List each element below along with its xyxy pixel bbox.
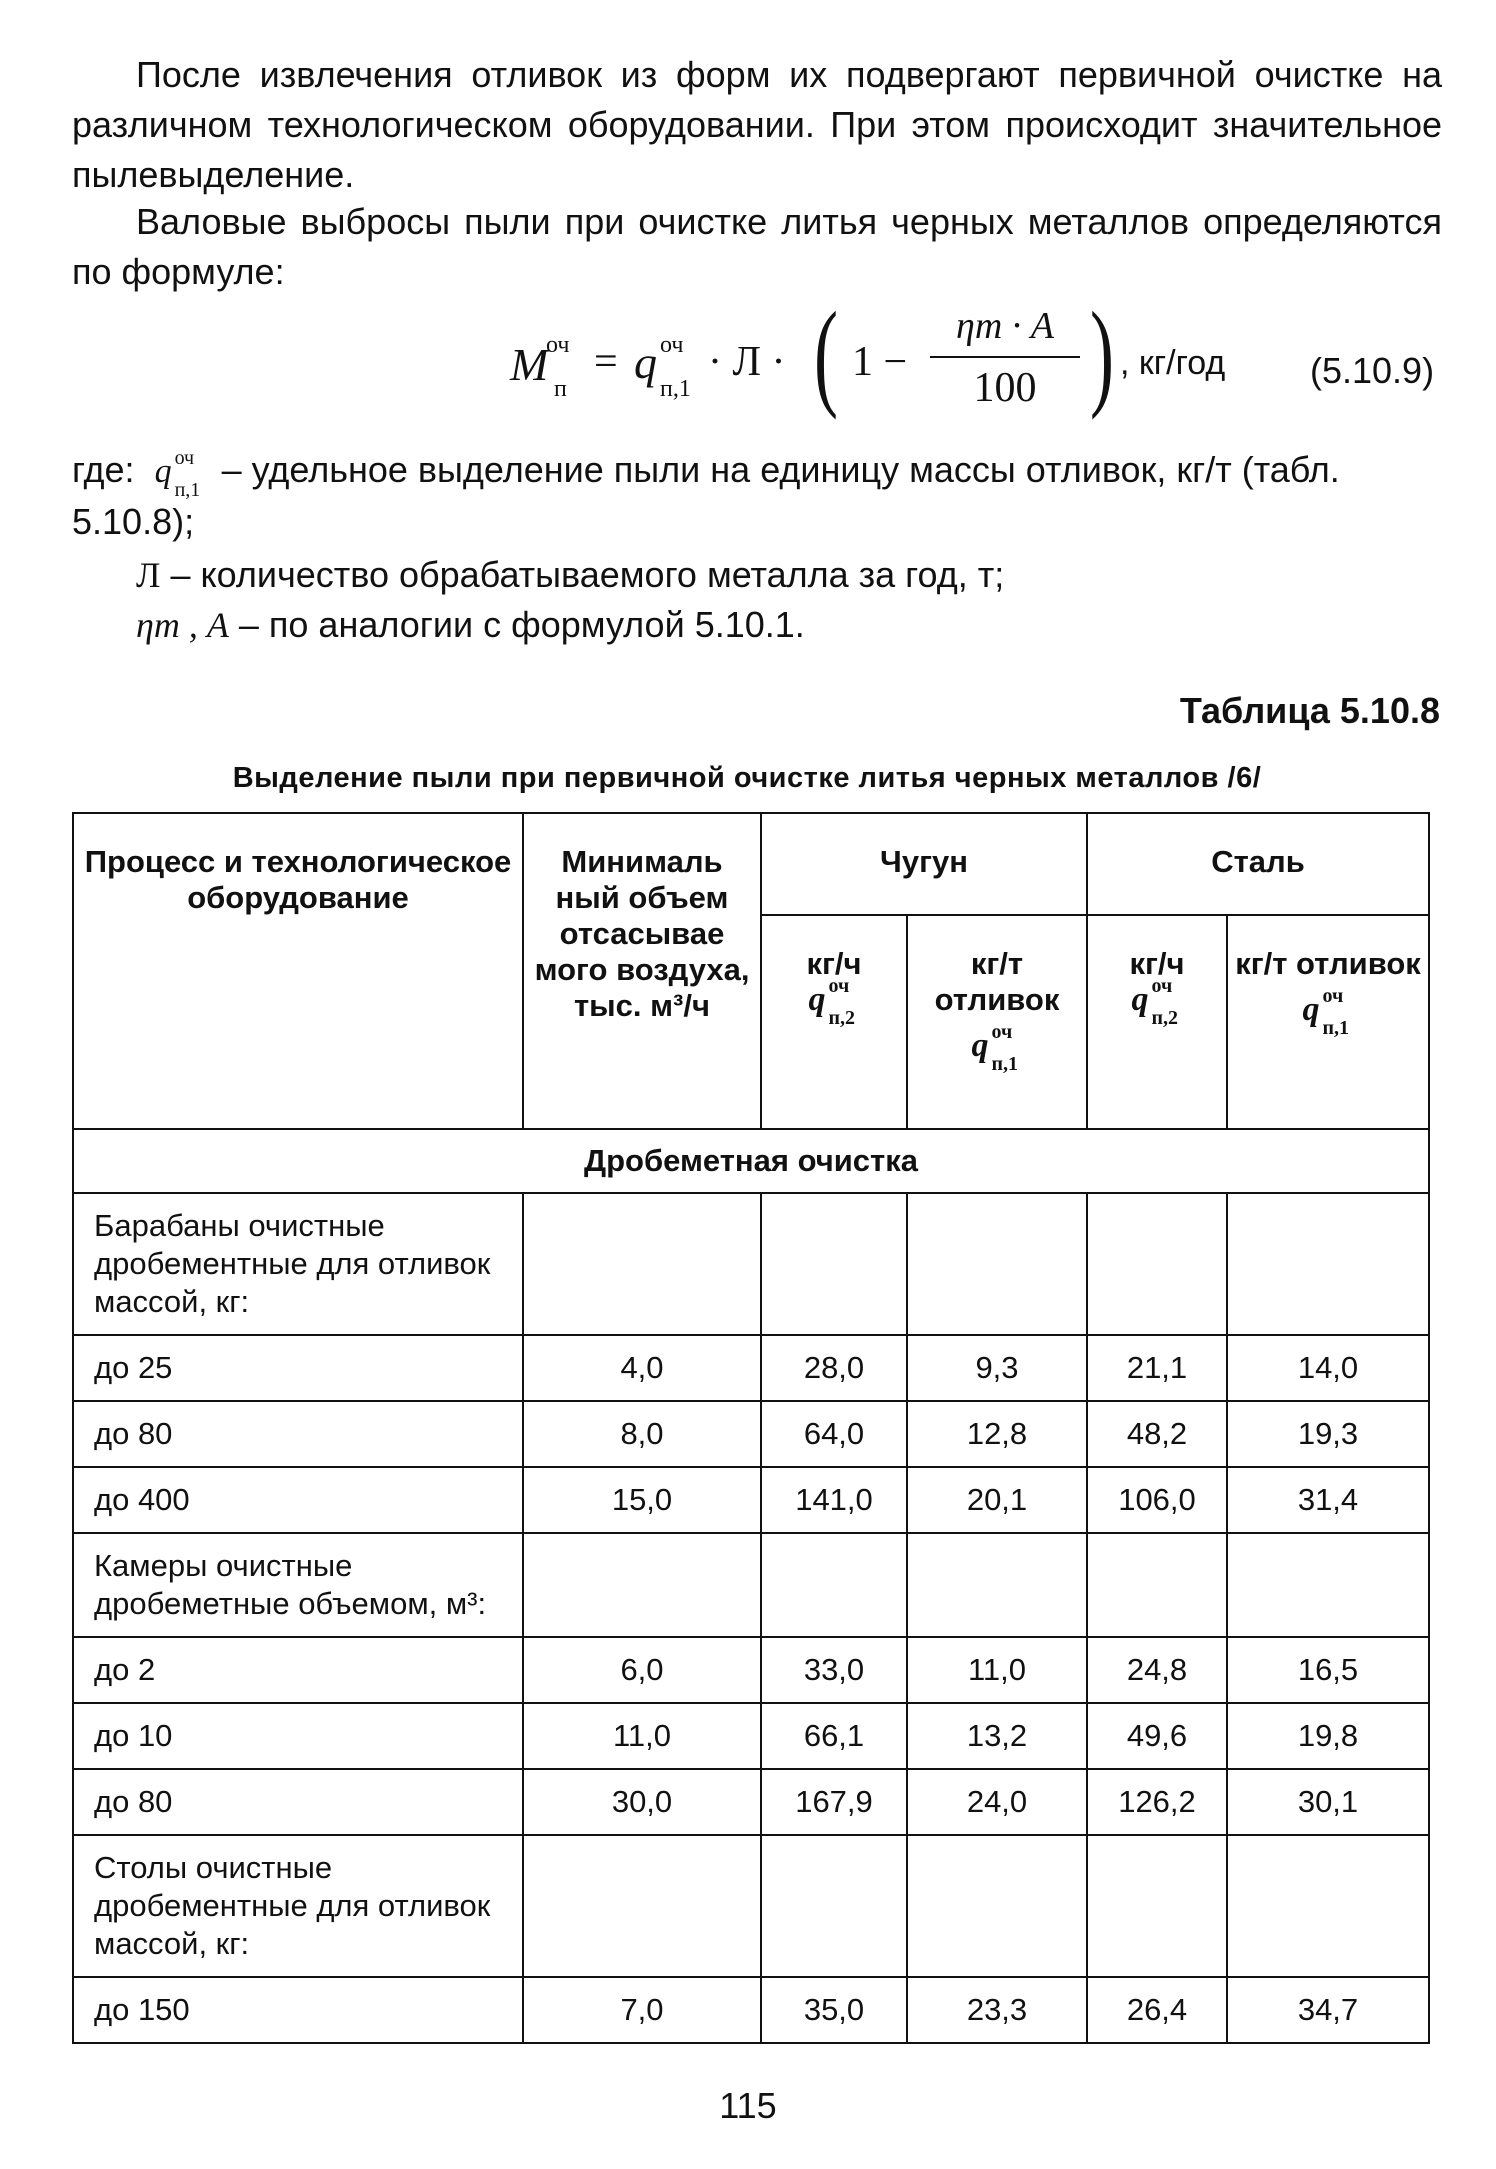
row-value: 9,3 <box>907 1335 1087 1401</box>
row-label: Столы очистные дробементные для отливок массой, кг: <box>73 1835 523 1977</box>
formula-equals: = <box>594 339 618 385</box>
header-iron-q2-letter: q <box>808 981 826 1018</box>
table-body <box>73 1193 1429 2043</box>
header-iron-q2 <box>808 975 860 1029</box>
header-iron-q2-sup: оч <box>828 975 850 997</box>
definition-q-letter: q <box>154 453 172 490</box>
header-process: Процесс и технологическое оборудование <box>73 813 523 1129</box>
row-value <box>907 1533 1087 1637</box>
table-row <box>73 1977 1429 2043</box>
row-value: 34,7 <box>1227 1977 1429 2043</box>
row-value: 31,4 <box>1227 1467 1429 1533</box>
row-value: 48,2 <box>1087 1401 1227 1467</box>
row-value: 8,0 <box>523 1401 761 1467</box>
formula-left-paren: ( <box>813 287 838 420</box>
row-value <box>761 1835 907 1977</box>
row-value: 21,1 <box>1087 1335 1227 1401</box>
row-value <box>907 1193 1087 1335</box>
definition-eta-symbol: ηт , A <box>136 605 229 645</box>
row-value: 30,1 <box>1227 1769 1429 1835</box>
formula-m-superscript: оч <box>546 332 570 358</box>
header-steel: Сталь <box>1087 813 1429 915</box>
page-number: 115 <box>719 2085 777 2126</box>
header-iron-kg-h-label: кг/ч <box>806 946 862 981</box>
row-value: 19,3 <box>1227 1401 1429 1467</box>
header-iron-kg-h <box>761 915 907 1129</box>
row-value: 66,1 <box>761 1703 907 1769</box>
row-value: 14,0 <box>1227 1335 1429 1401</box>
row-label: до 150 <box>73 1977 523 2043</box>
paragraph-intro: После извлечения отливок из форм их подвергают первичной очистке на различном технологическом оборудовании. При этом происходит значительное пылевыделение. <box>72 54 1442 195</box>
row-value: 15,0 <box>523 1467 761 1533</box>
row-value: 26,4 <box>1087 1977 1227 2043</box>
table-row <box>73 1835 1429 1977</box>
row-value <box>523 1193 761 1335</box>
row-value: 12,8 <box>907 1401 1087 1467</box>
row-value: 20,1 <box>907 1467 1087 1533</box>
header-steel-q1-sub: п,1 <box>1322 1017 1350 1039</box>
row-value <box>1087 1835 1227 1977</box>
row-label: до 400 <box>73 1467 523 1533</box>
row-value <box>761 1193 907 1335</box>
table-row <box>73 1401 1429 1467</box>
row-value: 167,9 <box>761 1769 907 1835</box>
formula-number: (5.10.9) <box>1310 350 1435 391</box>
header-steel-kg-t <box>1227 915 1429 1129</box>
table-row <box>73 1335 1429 1401</box>
row-label: до 2 <box>73 1637 523 1703</box>
header-iron-q1 <box>971 1021 1023 1075</box>
header-steel-q1 <box>1302 985 1354 1039</box>
formula-fraction-bar <box>930 356 1080 358</box>
row-value: 7,0 <box>523 1977 761 2043</box>
row-value: 64,0 <box>761 1401 907 1467</box>
row-label: Барабаны очистные дробементные для отливок массой, кг: <box>73 1193 523 1335</box>
formula-denominator: 100 <box>973 365 1037 411</box>
row-label: до 80 <box>73 1769 523 1835</box>
row-value: 28,0 <box>761 1335 907 1401</box>
row-value: 11,0 <box>907 1637 1087 1703</box>
row-value: 106,0 <box>1087 1467 1227 1533</box>
definition-q-subscript: п,1 <box>174 479 201 501</box>
row-value <box>1227 1533 1429 1637</box>
header-iron-kg-t <box>907 915 1087 1129</box>
row-value <box>1087 1193 1227 1335</box>
header-steel-q2 <box>1131 975 1183 1029</box>
table-row <box>73 1637 1429 1703</box>
where-label: где: <box>72 449 135 490</box>
row-value: 16,5 <box>1227 1637 1429 1703</box>
table-row <box>73 1769 1429 1835</box>
row-value <box>523 1835 761 1977</box>
table-row <box>73 1533 1429 1637</box>
header-iron-kg-t-label: кг/т отливок <box>934 946 1060 1017</box>
row-label: до 10 <box>73 1703 523 1769</box>
formula-q-superscript: оч <box>660 332 684 358</box>
row-value: 49,6 <box>1087 1703 1227 1769</box>
table-row <box>73 1467 1429 1533</box>
row-value: 126,2 <box>1087 1769 1227 1835</box>
definition-l-text: – количество обрабатываемого металла за год, т; <box>170 554 1005 595</box>
row-value: 24,8 <box>1087 1637 1227 1703</box>
definition-q-symbol <box>154 447 212 501</box>
header-iron-q1-letter: q <box>971 1027 989 1064</box>
definition-eta <box>136 600 805 650</box>
formula-unit: , кг/год <box>1120 344 1226 382</box>
row-value: 11,0 <box>523 1703 761 1769</box>
definition-l <box>136 550 1004 600</box>
table-number: Таблица 5.10.8 <box>1179 690 1440 731</box>
row-value <box>907 1835 1087 1977</box>
header-min-volume: Минималь ный объем отсасывае мого воздуха, тыс. м³/ч <box>523 813 761 1129</box>
table-row <box>73 1193 1429 1335</box>
table-row <box>73 1703 1429 1769</box>
row-value: 33,0 <box>761 1637 907 1703</box>
definition-eta-text: – по аналогии с формулой 5.10.1. <box>238 604 805 645</box>
row-value <box>523 1533 761 1637</box>
row-label: до 25 <box>73 1335 523 1401</box>
formula-q-subscript: п,1 <box>660 376 691 402</box>
row-value <box>1227 1193 1429 1335</box>
row-value: 35,0 <box>761 1977 907 2043</box>
header-iron-q2-sub: п,2 <box>828 1007 856 1029</box>
row-value: 6,0 <box>523 1637 761 1703</box>
table-caption: Выделение пыли при первичной очистке литья черных металлов /6/ <box>232 762 1262 794</box>
formula-right-paren: ) <box>1089 287 1114 420</box>
formula-5-10-9 <box>510 287 1270 438</box>
definition-q <box>72 445 1452 547</box>
header-steel-q2-sup: оч <box>1151 975 1173 997</box>
header-steel-kg-t-label: кг/т отливок <box>1235 946 1421 981</box>
header-steel-kg-h <box>1087 915 1227 1129</box>
definition-q-text: – удельное выделение пыли на единицу массы отливок, кг/т (табл. 5.10.8); <box>72 449 1340 542</box>
row-value: 23,3 <box>907 1977 1087 2043</box>
formula-one-minus: 1 − <box>852 339 908 385</box>
row-value: 19,8 <box>1227 1703 1429 1769</box>
row-label: Камеры очистные дробеметные объемом, м³: <box>73 1533 523 1637</box>
row-value: 24,0 <box>907 1769 1087 1835</box>
row-value: 141,0 <box>761 1467 907 1533</box>
row-value: 30,0 <box>523 1769 761 1835</box>
formula-symbol-q: q <box>634 337 657 388</box>
row-value: 13,2 <box>907 1703 1087 1769</box>
definition-l-symbol: Л <box>136 555 161 595</box>
formula-l-factor: · Л · <box>708 339 786 385</box>
row-value <box>1087 1533 1227 1637</box>
row-value <box>1227 1835 1429 1977</box>
dust-emission-table <box>72 812 1430 2044</box>
header-cast-iron: Чугун <box>761 813 1087 915</box>
row-value <box>761 1533 907 1637</box>
row-value: 4,0 <box>523 1335 761 1401</box>
definition-q-superscript: оч <box>174 447 195 469</box>
header-iron-q1-sub: п,1 <box>991 1053 1019 1075</box>
header-steel-q1-sup: оч <box>1322 985 1344 1007</box>
header-steel-kg-h-label: кг/ч <box>1129 946 1185 981</box>
header-steel-q2-letter: q <box>1131 981 1149 1018</box>
formula-numerator: ηт · A <box>955 305 1054 347</box>
header-steel-q1-letter: q <box>1302 991 1320 1028</box>
formula-symbol-m: M <box>510 339 549 390</box>
formula-m-subscript: п <box>554 376 567 402</box>
header-steel-q2-sub: п,2 <box>1151 1007 1179 1029</box>
row-label: до 80 <box>73 1401 523 1467</box>
section-shot-blasting: Дробеметная очистка <box>73 1129 1429 1193</box>
header-iron-q1-sup: оч <box>991 1021 1013 1043</box>
paragraph-formula-intro: Валовые выбросы пыли при очистке литья черных металлов определяются по формуле: <box>72 201 1442 292</box>
